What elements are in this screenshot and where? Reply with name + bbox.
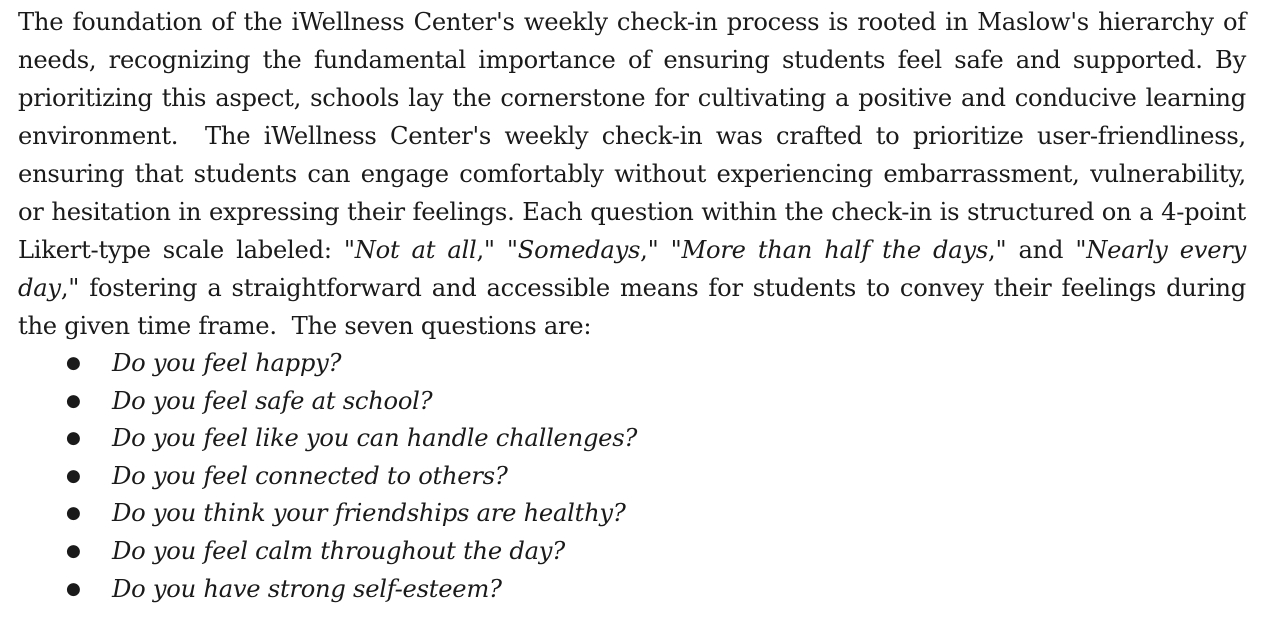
bullet-icon: ●: [66, 503, 81, 524]
question-text: Do you feel connected to others?: [112, 461, 508, 490]
list-item: [18, 458, 1246, 496]
bullet-icon: ●: [66, 540, 81, 561]
question-text: Do you have strong self-esteem?: [112, 574, 502, 603]
list-item: [18, 495, 1246, 533]
list-item: [18, 420, 1246, 458]
question-text: Do you feel calm throughout the day?: [112, 536, 565, 565]
list-item: [18, 345, 1246, 383]
question-text: Do you feel happy?: [112, 349, 342, 377]
document-body: [18, 3, 1246, 608]
intro-text: The foundation of the iWellness Center's weekly check-in process is rooted in Maslow's hierarchy of needs, recognizing the fundamental importance of ensuring students feel safe and supported. By prioritizing this aspect, schools lay the cornerstone for cultivating a positive and conducive learning environment. The iWellness Center's weekly check-in was crafted to prioritize user-friendliness, ensuring that students can engage comfortably without experiencing embarrassment, vulnerability, or hesitation in expressing their feelings. Each question within the check-in is structured on a 4-point Likert-type scale labeled: ": [18, 8, 1246, 264]
bullet-icon: ●: [66, 428, 81, 449]
scale-label-more-than-half: More than half the days: [681, 236, 989, 264]
bullet-icon: ●: [66, 465, 81, 486]
list-item: [18, 571, 1246, 609]
scale-separator: ," and ": [988, 236, 1087, 264]
scale-label-not-at-all: Not at all: [354, 236, 477, 264]
scale-separator: ," ": [476, 236, 518, 264]
scale-label-nearly-every-day: Nearly every day: [18, 236, 1246, 302]
question-text: Do you think your friendships are healthy?: [112, 499, 626, 528]
bullet-icon: ●: [66, 578, 81, 599]
bullet-icon: ●: [66, 353, 81, 373]
scale-label-somedays: Somedays: [517, 236, 641, 264]
scale-separator: ," ": [640, 236, 682, 264]
questions-list: [18, 345, 1246, 608]
list-item: [18, 533, 1246, 571]
list-item: [18, 383, 1246, 421]
closing-text: ," fostering a straightforward and accessible means for students to convey their feelings during the given time frame. The seven questions are:: [18, 274, 1246, 340]
bullet-icon: ●: [66, 390, 81, 411]
question-text: Do you feel safe at school?: [112, 386, 433, 415]
intro-paragraph: [18, 3, 1246, 345]
question-text: Do you feel like you can handle challenges?: [112, 424, 638, 453]
